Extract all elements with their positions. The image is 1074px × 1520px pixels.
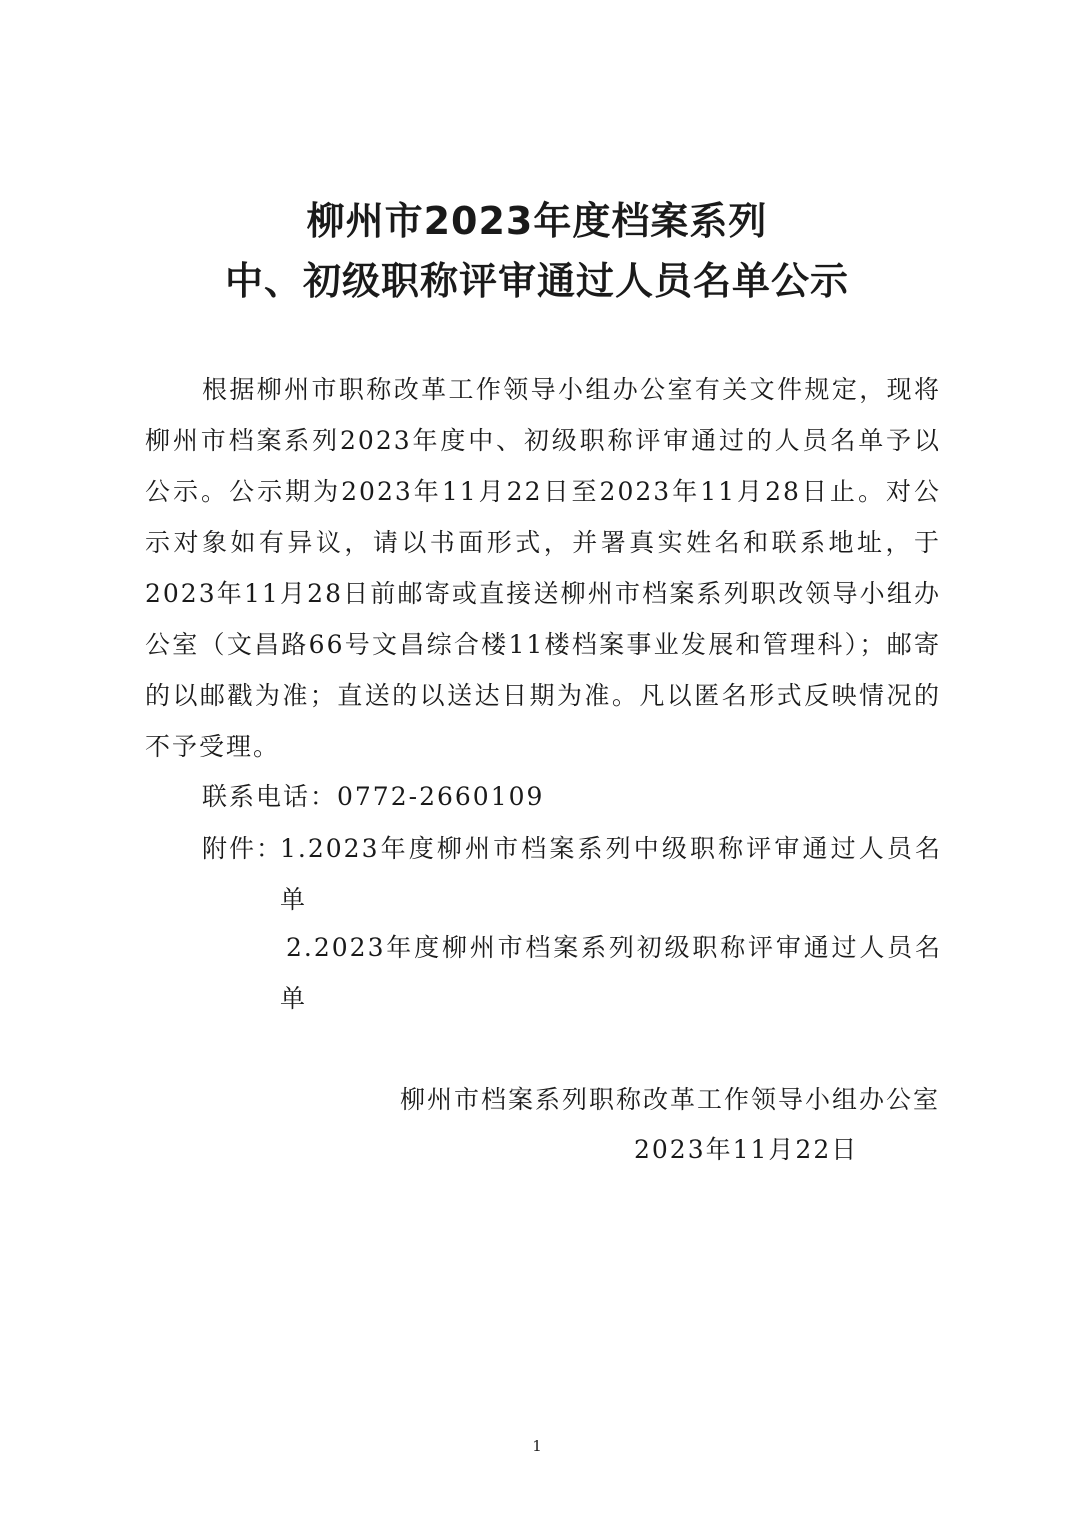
attachments-label: 附件：	[202, 834, 284, 863]
attachment-item-2: 2.2023年度柳州市档案系列初级职称评审通过人员名单	[280, 933, 942, 1013]
attachment-item-1: 1.2023年度柳州市档案系列中级职称评审通过人员名单	[280, 834, 942, 914]
signature-date: 2023年11月22日	[634, 1135, 859, 1164]
signature-organization: 柳州市档案系列职称改革工作领导小组办公室	[399, 1085, 940, 1114]
page-number: 1	[532, 1437, 542, 1455]
page-title-line-2: 中、初级职称评审通过人员名单公示	[224, 259, 849, 303]
notice-body-paragraph: 根据柳州市职称改革工作领导小组办公室有关文件规定，现将柳州市档案系列2023年度中、初级职称评审通过的人员名单予以公示。公示期为2023年11月22日至2023年11月28日止。对公示对象如有异议，请以书面形式，并署真实姓名和联系地址，于2023年11月28日前邮寄或直接送柳州市档案系列职改领导小组办公室（文昌路66号文昌综合楼11楼档案事业发展和管理科）；邮寄的以邮戳为准；直送的以送达日期为准。凡以匿名形式反映情况的不予受理。	[145, 375, 941, 761]
page-title-line-1: 柳州市2023年度档案系列	[306, 199, 768, 243]
contact-phone: 联系电话：0772-2660109	[202, 782, 545, 811]
